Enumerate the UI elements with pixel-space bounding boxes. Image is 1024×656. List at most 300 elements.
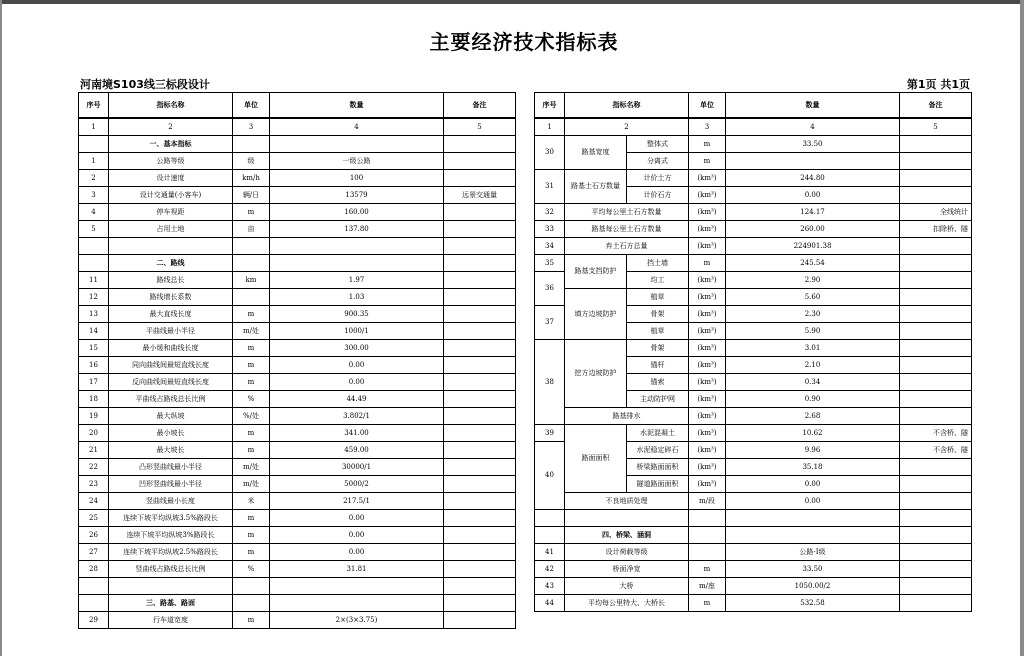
- table-cell: (km³): [689, 442, 726, 459]
- table-cell: [444, 578, 516, 595]
- table-cell: [689, 527, 726, 544]
- table-cell: [900, 357, 972, 374]
- table-cell: 1.03: [270, 289, 444, 306]
- table-cell: [444, 340, 516, 357]
- table-cell: [270, 136, 444, 153]
- table-cell: (km³): [689, 272, 726, 289]
- table-cell: 19: [79, 408, 109, 425]
- table-cell: m: [233, 306, 270, 323]
- table-cell: [900, 187, 972, 204]
- table-cell: %: [233, 561, 270, 578]
- section-title: 三、路基、路面: [109, 595, 233, 612]
- table-cell: m: [233, 510, 270, 527]
- table-cell: [900, 595, 972, 612]
- table-cell: 17: [79, 374, 109, 391]
- table-cell: (km³): [689, 170, 726, 187]
- table-cell: 14: [79, 323, 109, 340]
- table-cell: m: [689, 153, 726, 170]
- table-cell: 0.00: [270, 527, 444, 544]
- table-cell: 900.35: [270, 306, 444, 323]
- table-cell: 平均每公里特大、大桥长: [565, 595, 689, 612]
- table-cell: [444, 544, 516, 561]
- table-cell: 459.00: [270, 442, 444, 459]
- table-cell: [900, 578, 972, 595]
- colnum: 5: [900, 118, 972, 136]
- table-row: [535, 136, 972, 153]
- table-cell: 远景交通量: [444, 187, 516, 204]
- table-row: [79, 408, 516, 425]
- table-cell: m/段: [689, 493, 726, 510]
- table-cell: [444, 272, 516, 289]
- table-row: [79, 272, 516, 289]
- table-cell: 0.00: [270, 357, 444, 374]
- table-cell: 0.34: [726, 374, 900, 391]
- table-cell: %: [233, 391, 270, 408]
- table-cell: [689, 510, 726, 527]
- table-cell: [444, 595, 516, 612]
- table-row: [535, 170, 972, 187]
- table-cell: 100: [270, 170, 444, 187]
- table-cell: 38: [535, 340, 565, 425]
- table-cell: [900, 561, 972, 578]
- colnum: 2: [565, 118, 689, 136]
- table-cell: m: [689, 255, 726, 272]
- header-row: [79, 93, 516, 119]
- table-cell: 路基排水: [565, 408, 689, 425]
- table-cell: [444, 510, 516, 527]
- table-row: [79, 442, 516, 459]
- table-cell: [900, 289, 972, 306]
- table-cell: 31.81: [270, 561, 444, 578]
- table-cell: 13: [79, 306, 109, 323]
- table-cell: 28: [79, 561, 109, 578]
- table-cell: 2.10: [726, 357, 900, 374]
- table-cell: 公路-Ⅰ级: [726, 544, 900, 561]
- table-cell: 34: [535, 238, 565, 255]
- header-note: 备注: [900, 93, 972, 119]
- table-cell: [444, 289, 516, 306]
- colnum: 3: [233, 118, 270, 136]
- table-cell: 4: [79, 204, 109, 221]
- table-cell: [900, 255, 972, 272]
- table-cell: (km³): [689, 187, 726, 204]
- table-cell: 35: [535, 255, 565, 272]
- table-cell: 245.54: [726, 255, 900, 272]
- table-cell: 路基支挡防护: [565, 255, 627, 289]
- table-cell: 2.30: [726, 306, 900, 323]
- table-cell: 0.00: [726, 476, 900, 493]
- table-cell: 24: [79, 493, 109, 510]
- table-cell: 44: [535, 595, 565, 612]
- table-cell: [270, 595, 444, 612]
- table-cell: [79, 136, 109, 153]
- table-cell: 路基宽度: [565, 136, 627, 170]
- table-cell: [900, 510, 972, 527]
- table-cell: 辆/日: [233, 187, 270, 204]
- table-cell: 44.49: [270, 391, 444, 408]
- table-cell: 137.80: [270, 221, 444, 238]
- table-cell: 33.50: [726, 561, 900, 578]
- table-cell: [900, 340, 972, 357]
- table-cell: 39: [535, 425, 565, 442]
- table-cell: 连续下坡平均纵坡3%路段长: [109, 527, 233, 544]
- table-cell: [900, 136, 972, 153]
- table-cell: [900, 493, 972, 510]
- table-cell: m: [233, 425, 270, 442]
- table-cell: m: [233, 340, 270, 357]
- header-seq: 序号: [535, 93, 565, 119]
- table-cell: 2.68: [726, 408, 900, 425]
- table-cell: 32: [535, 204, 565, 221]
- page-number: 第1页 共1页: [906, 78, 970, 91]
- table-cell: 124.17: [726, 204, 900, 221]
- table-cell: 同向曲线间最短直线长度: [109, 357, 233, 374]
- table-cell: 不含桥、隧: [900, 425, 972, 442]
- table-cell: [900, 153, 972, 170]
- table-cell: 3.01: [726, 340, 900, 357]
- table-cell: [726, 153, 900, 170]
- table-cell: (km³): [689, 289, 726, 306]
- table-cell: (km³): [689, 408, 726, 425]
- table-cell: 亩: [233, 221, 270, 238]
- table-cell: 大桥: [565, 578, 689, 595]
- table-cell: 米: [233, 493, 270, 510]
- table-cell: 设计荷载等级: [565, 544, 689, 561]
- table-cell: [79, 255, 109, 272]
- table-cell: m/处: [233, 459, 270, 476]
- table-cell: 行车道宽度: [109, 612, 233, 629]
- table-cell: 25: [79, 510, 109, 527]
- table-cell: m: [689, 136, 726, 153]
- table-cell: 路基每公里土石方数量: [565, 221, 689, 238]
- section-row: [79, 595, 516, 612]
- right-scrollbar[interactable]: [1020, 0, 1024, 656]
- table-cell: [79, 595, 109, 612]
- table-cell: 35.18: [726, 459, 900, 476]
- table-cell: [444, 561, 516, 578]
- table-row: [535, 340, 972, 357]
- table-row: [79, 459, 516, 476]
- colnum: 4: [726, 118, 900, 136]
- table-row: [535, 544, 972, 561]
- table-cell: 挖方边坡防护: [565, 340, 627, 408]
- table-cell: [444, 408, 516, 425]
- table-cell: 计价石方: [627, 187, 689, 204]
- colnum: 1: [79, 118, 109, 136]
- header-qty: 数量: [726, 93, 900, 119]
- table-cell: 级: [233, 153, 270, 170]
- table-cell: [535, 510, 565, 527]
- table-cell: [900, 459, 972, 476]
- table-cell: [900, 272, 972, 289]
- table-cell: (km³): [689, 425, 726, 442]
- table-cell: 反向曲线间最短直线长度: [109, 374, 233, 391]
- table-row: [535, 221, 972, 238]
- table-cell: [233, 136, 270, 153]
- table-cell: m: [233, 204, 270, 221]
- table-cell: [233, 289, 270, 306]
- section-row: [79, 136, 516, 153]
- table-row: [79, 391, 516, 408]
- table-cell: (km³): [689, 238, 726, 255]
- header-note: 备注: [444, 93, 516, 119]
- table-cell: [900, 391, 972, 408]
- table-row: [79, 561, 516, 578]
- table-cell: 0.00: [270, 544, 444, 561]
- table-cell: [444, 204, 516, 221]
- table-cell: [444, 527, 516, 544]
- table-cell: [444, 374, 516, 391]
- table-cell: 最小坡长: [109, 425, 233, 442]
- table-cell: 30: [535, 136, 565, 170]
- table-row: [79, 187, 516, 204]
- table-row: [535, 425, 972, 442]
- table-cell: 2: [79, 170, 109, 187]
- table-cell: [270, 578, 444, 595]
- table-row: [79, 544, 516, 561]
- table-cell: 最小缓和曲线长度: [109, 340, 233, 357]
- table-cell: 11: [79, 272, 109, 289]
- colnum: 2: [109, 118, 233, 136]
- table-cell: 连续下坡平均纵坡3.5%路段长: [109, 510, 233, 527]
- table-cell: m/处: [233, 323, 270, 340]
- header-unit: 单位: [689, 93, 726, 119]
- table-row: [79, 221, 516, 238]
- table-cell: [444, 425, 516, 442]
- table-cell: [535, 527, 565, 544]
- table-cell: [444, 136, 516, 153]
- table-cell: [79, 578, 109, 595]
- table-cell: 全线统计: [900, 204, 972, 221]
- table-cell: 填方边坡防护: [565, 289, 627, 340]
- table-row: [79, 425, 516, 442]
- table-cell: km/h: [233, 170, 270, 187]
- table-cell: 5.60: [726, 289, 900, 306]
- table-cell: 设计交通量(小客车): [109, 187, 233, 204]
- table-row: [79, 612, 516, 629]
- table-cell: 一级公路: [270, 153, 444, 170]
- table-row: [535, 493, 972, 510]
- table-cell: 224901.38: [726, 238, 900, 255]
- table-cell: [689, 544, 726, 561]
- table-cell: (km³): [689, 221, 726, 238]
- table-row: [79, 374, 516, 391]
- table-cell: 3: [79, 187, 109, 204]
- table-cell: 不良地质处理: [565, 493, 689, 510]
- table-cell: 37: [535, 306, 565, 340]
- table-row: [535, 204, 972, 221]
- table-cell: 16: [79, 357, 109, 374]
- table-cell: [444, 459, 516, 476]
- table-row: [79, 204, 516, 221]
- table-cell: m: [233, 544, 270, 561]
- section-row: [535, 527, 972, 544]
- header-name: 指标名称: [565, 93, 689, 119]
- table-cell: [233, 255, 270, 272]
- section-title: 一、基本指标: [109, 136, 233, 153]
- table-row: [79, 340, 516, 357]
- table-cell: 5.90: [726, 323, 900, 340]
- table-cell: 竖曲线占路线总长比例: [109, 561, 233, 578]
- table-row: [79, 153, 516, 170]
- table-cell: (km³): [689, 357, 726, 374]
- header-name: 指标名称: [109, 93, 233, 119]
- table-cell: km: [233, 272, 270, 289]
- table-cell: 2.90: [726, 272, 900, 289]
- table-cell: [270, 238, 444, 255]
- table-cell: 2×(3×3.75): [270, 612, 444, 629]
- table-cell: 骨架: [627, 306, 689, 323]
- table-cell: 平曲线最小半径: [109, 323, 233, 340]
- table-row: [535, 595, 972, 612]
- table-cell: [444, 170, 516, 187]
- table-cell: 9.96: [726, 442, 900, 459]
- table-cell: 植草: [627, 289, 689, 306]
- table-cell: [444, 238, 516, 255]
- table-cell: [444, 612, 516, 629]
- table-cell: 连续下坡平均纵坡2.5%路段长: [109, 544, 233, 561]
- empty-row: [535, 510, 972, 527]
- table-cell: [233, 595, 270, 612]
- table-cell: 0.00: [270, 510, 444, 527]
- table-cell: 1: [79, 153, 109, 170]
- table-cell: [109, 238, 233, 255]
- table-cell: 竖曲线最小长度: [109, 493, 233, 510]
- table-cell: (km³): [689, 391, 726, 408]
- table-cell: 主动防护网: [627, 391, 689, 408]
- table-cell: 弃土石方总量: [565, 238, 689, 255]
- table-cell: 341.00: [270, 425, 444, 442]
- table-cell: [444, 476, 516, 493]
- table-cell: 最大直线长度: [109, 306, 233, 323]
- table-cell: 12: [79, 289, 109, 306]
- table-cell: 532.58: [726, 595, 900, 612]
- table-cell: [444, 255, 516, 272]
- table-row: [535, 289, 972, 306]
- table-cell: 锚杆: [627, 357, 689, 374]
- table-row: [79, 476, 516, 493]
- table-cell: 最大纵坡: [109, 408, 233, 425]
- table-cell: (km³): [689, 374, 726, 391]
- table-row: [79, 323, 516, 340]
- table-cell: 10.62: [726, 425, 900, 442]
- table-row: [535, 561, 972, 578]
- table-cell: [233, 578, 270, 595]
- table-cell: 36: [535, 272, 565, 306]
- table-cell: 0.00: [726, 187, 900, 204]
- table-cell: 水泥混凝土: [627, 425, 689, 442]
- table-cell: 骨架: [627, 340, 689, 357]
- table-cell: [444, 153, 516, 170]
- table-cell: 计价土方: [627, 170, 689, 187]
- header-qty: 数量: [270, 93, 444, 119]
- table-row: [79, 289, 516, 306]
- table-cell: 平均每公里土石方数量: [565, 204, 689, 221]
- table-cell: 1000/1: [270, 323, 444, 340]
- table-row: [79, 527, 516, 544]
- table-cell: 不含桥、隧: [900, 442, 972, 459]
- table-cell: m: [233, 527, 270, 544]
- table-cell: 33: [535, 221, 565, 238]
- table-cell: (km³): [689, 323, 726, 340]
- table-cell: 41: [535, 544, 565, 561]
- table-cell: [270, 255, 444, 272]
- table-cell: 27: [79, 544, 109, 561]
- table-row: [79, 493, 516, 510]
- table-row: [535, 255, 972, 272]
- empty-row: [79, 238, 516, 255]
- table-cell: [900, 408, 972, 425]
- table-cell: 挡土墙: [627, 255, 689, 272]
- table-cell: m: [689, 561, 726, 578]
- colnum: 5: [444, 118, 516, 136]
- section-title: 二、路线: [109, 255, 233, 272]
- header-row: [535, 93, 972, 119]
- colnum-row: [535, 118, 972, 136]
- table-cell: 21: [79, 442, 109, 459]
- left-border: [0, 0, 2, 656]
- section-title: 四、桥梁、涵洞: [565, 527, 689, 544]
- table-cell: 扣除桥、隧: [900, 221, 972, 238]
- table-cell: [233, 238, 270, 255]
- table-cell: 平曲线占路线总长比例: [109, 391, 233, 408]
- table-cell: (km³): [689, 204, 726, 221]
- table-cell: [900, 544, 972, 561]
- table-cell: 42: [535, 561, 565, 578]
- table-cell: 路线增长系数: [109, 289, 233, 306]
- table-row: [79, 306, 516, 323]
- table-cell: %/处: [233, 408, 270, 425]
- table-cell: 凸形竖曲线最小半径: [109, 459, 233, 476]
- colnum: 1: [535, 118, 565, 136]
- table-cell: 217.5/1: [270, 493, 444, 510]
- table-cell: 20: [79, 425, 109, 442]
- table-cell: 0.90: [726, 391, 900, 408]
- table-cell: [900, 306, 972, 323]
- table-cell: 15: [79, 340, 109, 357]
- table-cell: [726, 527, 900, 544]
- table-cell: 160.00: [270, 204, 444, 221]
- table-row: [79, 170, 516, 187]
- table-cell: 凹形竖曲线最小半径: [109, 476, 233, 493]
- table-cell: [565, 510, 689, 527]
- table-cell: m/座: [689, 578, 726, 595]
- table-cell: m: [233, 374, 270, 391]
- table-cell: (km³): [689, 476, 726, 493]
- table-row: [535, 238, 972, 255]
- table-cell: (km³): [689, 340, 726, 357]
- table-cell: 33.50: [726, 136, 900, 153]
- table-cell: [79, 238, 109, 255]
- table-cell: 路基土石方数量: [565, 170, 627, 204]
- colnum: 3: [689, 118, 726, 136]
- table-cell: 5: [79, 221, 109, 238]
- header-seq: 序号: [79, 93, 109, 119]
- table-cell: 路线总长: [109, 272, 233, 289]
- table-cell: 260.00: [726, 221, 900, 238]
- table-cell: 桥面净宽: [565, 561, 689, 578]
- table-cell: [444, 221, 516, 238]
- table-cell: (km³): [689, 306, 726, 323]
- table-cell: 最大坡长: [109, 442, 233, 459]
- table-cell: 3.802/1: [270, 408, 444, 425]
- table-cell: m: [233, 357, 270, 374]
- table-cell: [900, 374, 972, 391]
- table-cell: [900, 238, 972, 255]
- table-cell: [900, 476, 972, 493]
- header-unit: 单位: [233, 93, 270, 119]
- table-cell: 隧道路面面积: [627, 476, 689, 493]
